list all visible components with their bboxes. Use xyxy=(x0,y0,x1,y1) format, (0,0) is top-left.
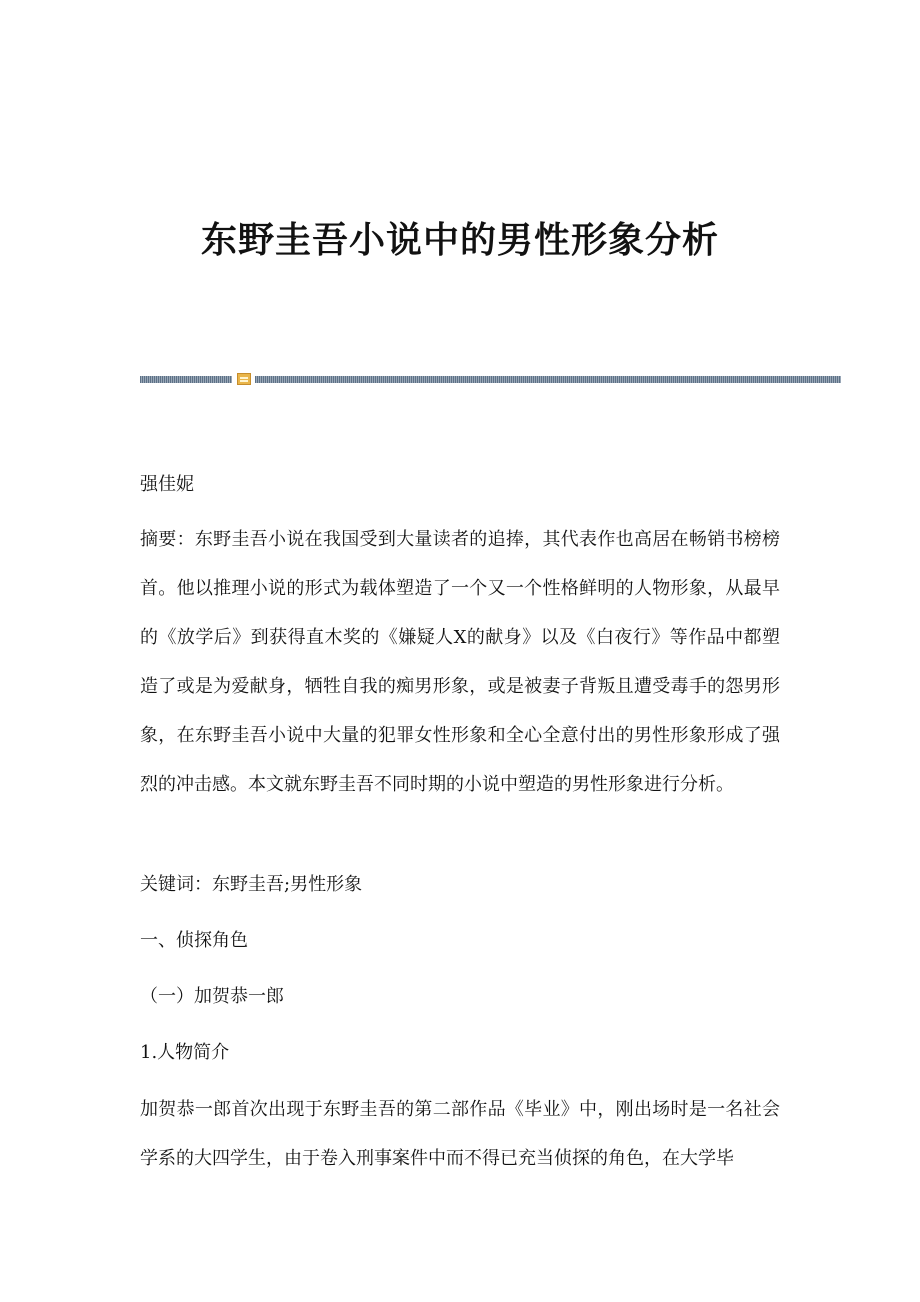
item-heading: 1.人物简介 xyxy=(140,1042,230,1063)
title-divider xyxy=(140,372,841,386)
subsection-heading: （一）加贺恭一郎 xyxy=(140,986,284,1007)
divider-bar-left xyxy=(140,376,232,383)
abstract-paragraph: 摘要：东野圭吾小说在我国受到大量读者的追捧，其代表作也高居在畅销书榜榜首。他以推理小说的形式为载体塑造了一个又一个性格鲜明的人物形象，从最早的《放学后》到获得直木奖的《嫌疑人X的献身》以及《白夜行》等作品中都塑造了或是为爱献身，牺牲自我的痴男形象，或是被妻子背叛且遭受毒手的怨男形象，在东野圭吾小说中大量的犯罪女性形象和全心全意付出的男性形象形成了强烈的冲击感。本文就东野圭吾不同时期的小说中塑造的男性形象进行分析。 xyxy=(140,529,780,795)
divider-bar-right xyxy=(255,376,841,383)
section-heading: 一、侦探角色 xyxy=(140,930,248,951)
body-paragraph: 加贺恭一郎首次出现于东野圭吾的第二部作品《毕业》中，刚出场时是一名社会学系的大四学生，由于卷入刑事案件中而不得已充当侦探的角色，在大学毕 xyxy=(140,1099,780,1169)
author-name: 强佳妮 xyxy=(140,474,194,495)
keywords-line: 关键词：东野圭吾;男性形象 xyxy=(140,874,363,895)
document-title: 东野圭吾小说中的男性形象分析 xyxy=(200,219,719,261)
divider-ornament-icon xyxy=(237,373,251,385)
